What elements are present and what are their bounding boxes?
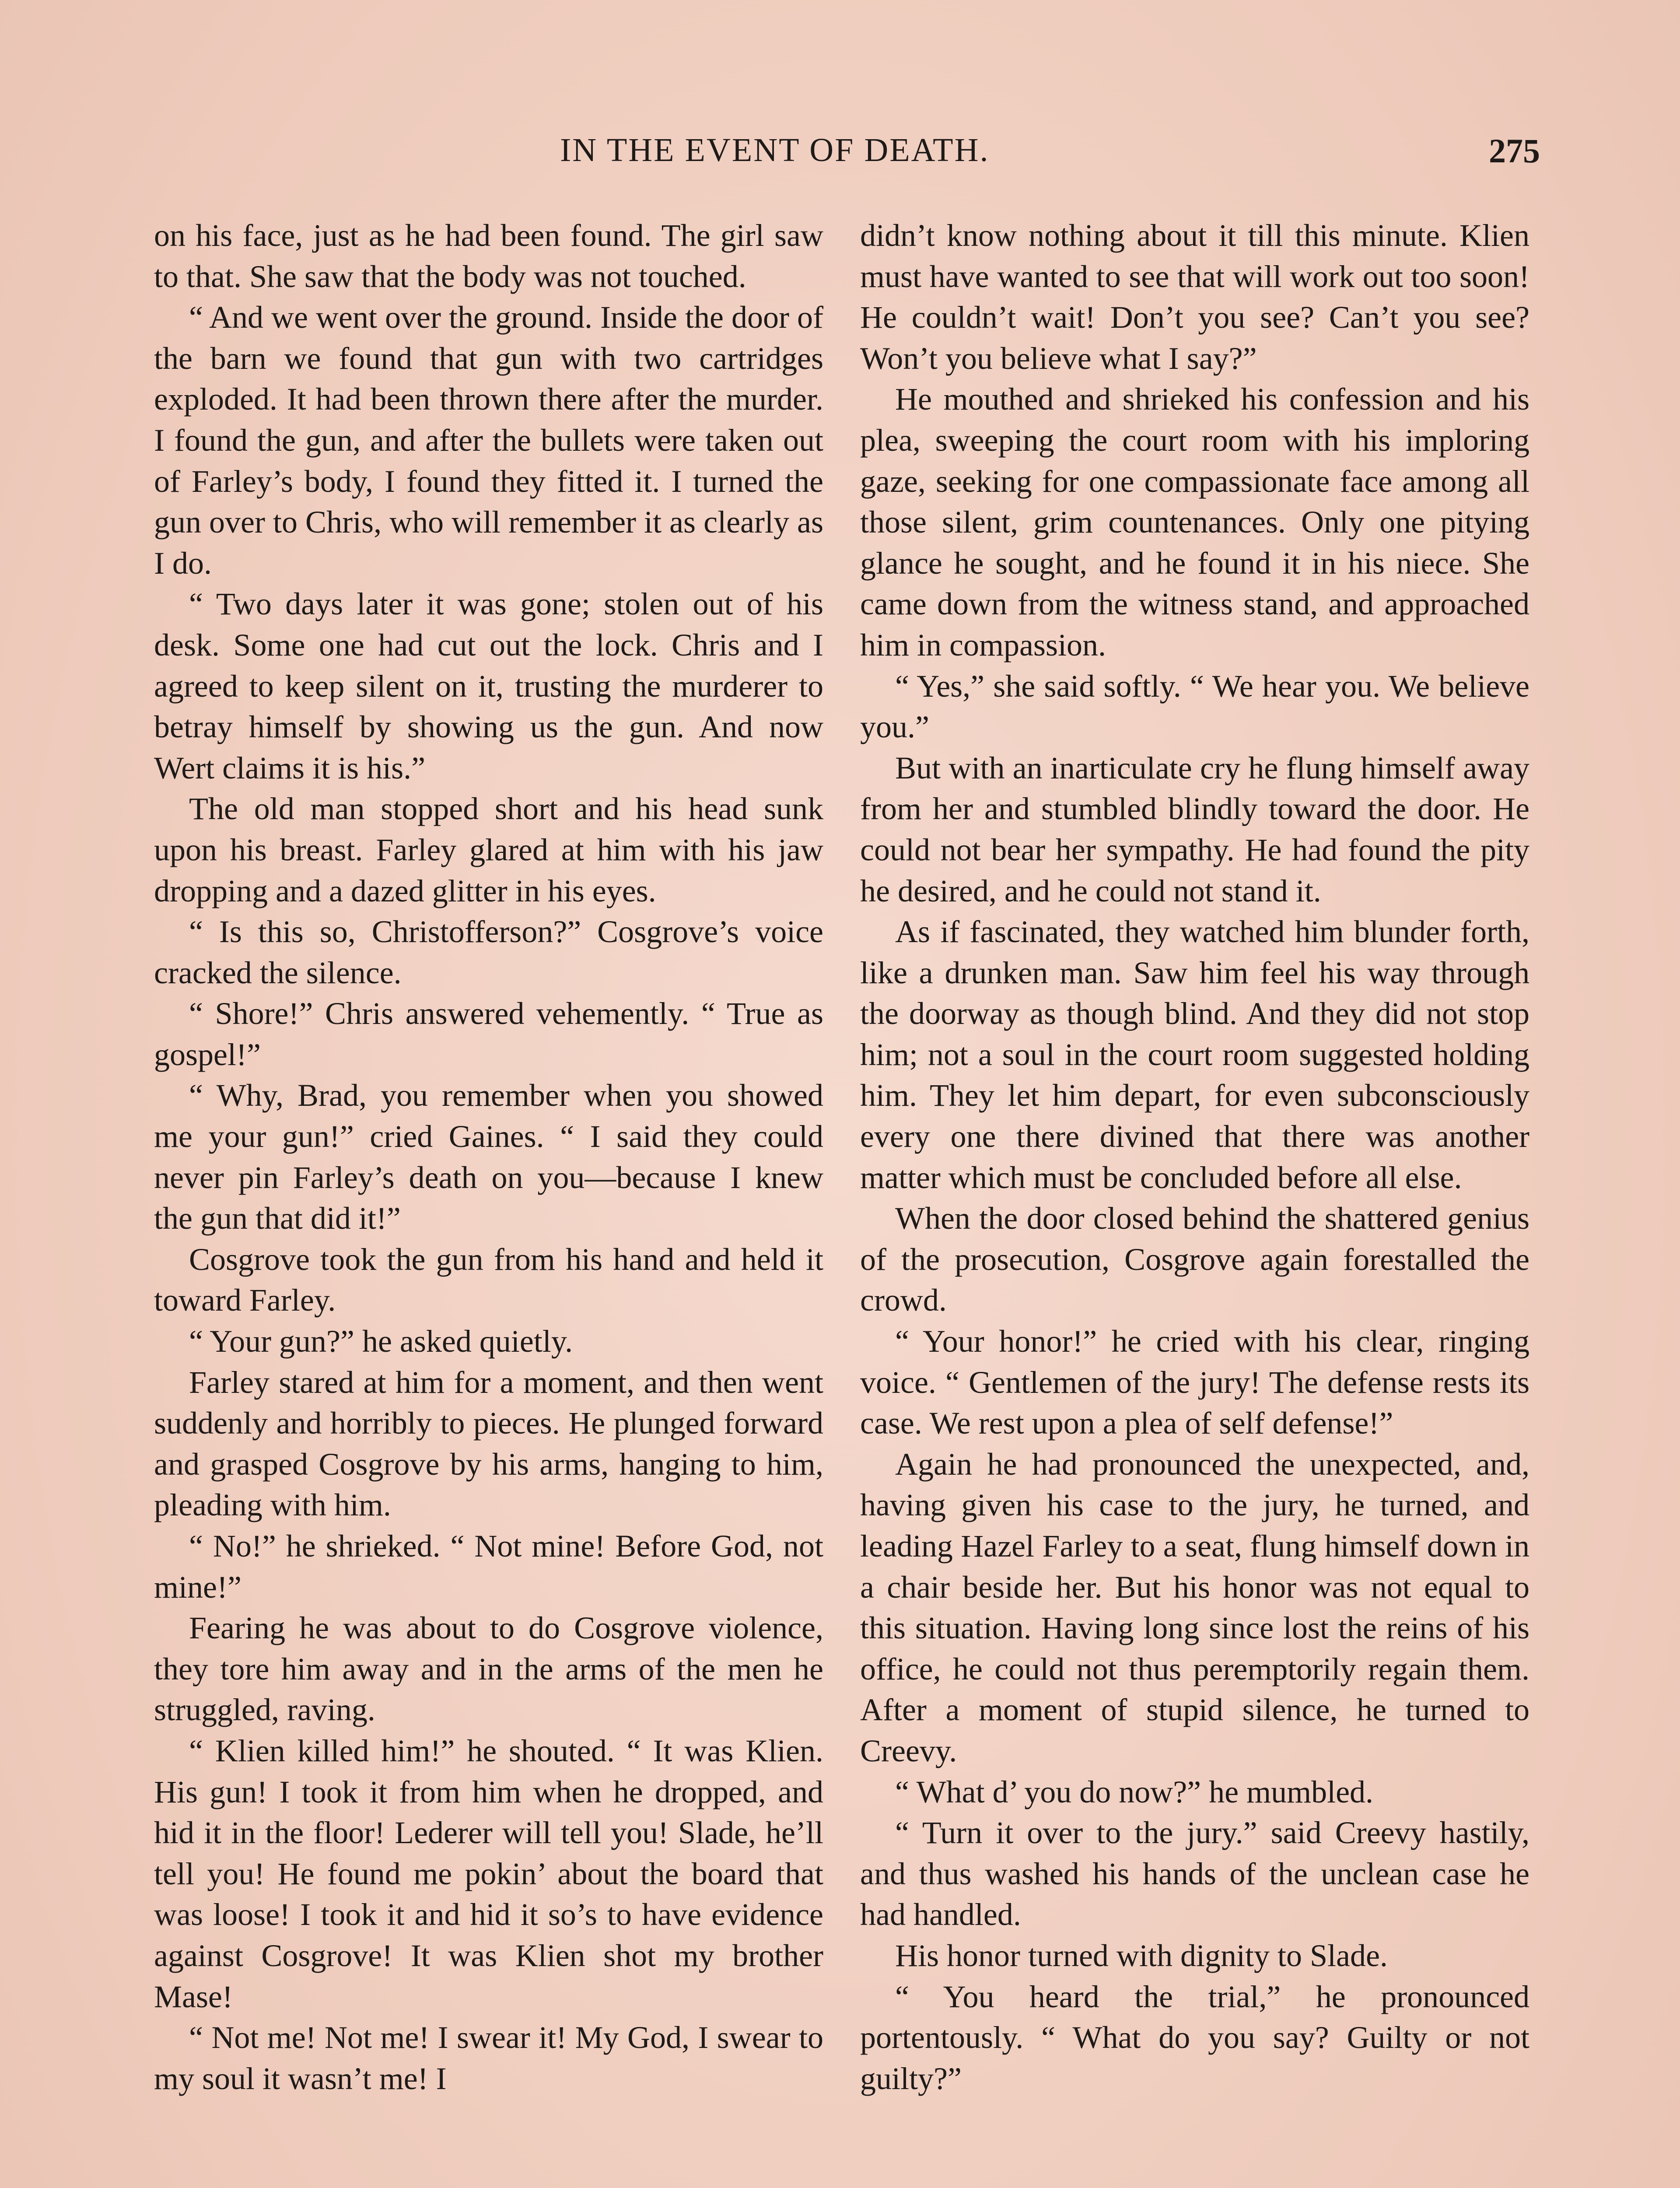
paragraph: As if fascinated, they watched him blunder forth, like a drunken man. Saw him feel his way through the doorway as though blind. And they did not stop him; not a soul in the court room suggested holding him. They let him depart, for even subconsciously every one there divined that there was another matter which must be concluded before all else. bbox=[860, 914, 1530, 1195]
paragraph: “ Your gun?” he asked quietly. bbox=[189, 1324, 573, 1359]
paragraph: The old man stopped short and his head sunk upon his breast. Farley glared at him with his jaw dropping and a dazed glitter in his eyes. bbox=[154, 791, 823, 908]
paragraph: But with an inarticulate cry he flung himself away from her and stumbled blindly toward the door. He could not bear her sympathy. He had found the pity he desired, and he could not stand it. bbox=[860, 750, 1530, 908]
paragraph: “ Why, Brad, you remember when you showed me your gun!” cried Gaines. “ I said they could never pin Farley’s death on you—because I knew the gun that did it!” bbox=[154, 1078, 823, 1236]
left-column bbox=[154, 215, 823, 2099]
paragraph: He mouthed and shrieked his confession and his plea, sweeping the court room with his imploring gaze, seeking for one compassionate face among all those silent, grim countenances. Only one pitying glance he sought, and he found it in his niece. She came down from the witness stand, and approached him in compassion. bbox=[860, 382, 1530, 663]
paragraph: His honor turned with dignity to Slade. bbox=[895, 1938, 1388, 1973]
paragraph: Cosgrove took the gun from his hand and held it toward Farley. bbox=[154, 1241, 823, 1318]
paragraph: “ Yes,” she said softly. “ We hear you. We believe you.” bbox=[860, 668, 1530, 745]
paragraph: “ Shore!” Chris answered vehemently. “ True as gospel!” bbox=[154, 996, 823, 1072]
paragraph: Farley stared at him for a moment, and then went suddenly and horribly to pieces. He plunged forward and grasped Cosgrove by his arms, hanging to him, pleading with him. bbox=[154, 1364, 823, 1523]
paragraph: When the door closed behind the shattered genius of the prosecution, Cosgrove again forestalled the crowd. bbox=[860, 1201, 1530, 1318]
paragraph: “ Is this so, Christofferson?” Cosgrove’s voice cracked the silence. bbox=[154, 914, 823, 990]
paragraph: didn’t know nothing about it till this minute. Klien must have wanted to see that will work out too soon! He couldn’t wait! Don’t you see? Can’t you see? Won’t you believe what I say?” bbox=[860, 218, 1530, 376]
running-head: IN THE EVENT OF DEATH. bbox=[560, 132, 990, 168]
paragraph: “ Turn it over to the jury.” said Creevy hastily, and thus washed his hands of the unclean case he had handled. bbox=[860, 1815, 1530, 1932]
paragraph: “ Klien killed him!” he shouted. “ It was Klien. His gun! I took it from him when he dropped, and hid it in the floor! Lederer will tell you! Slade, he’ll tell you! He found me pokin’ about the board that was loose! I took it and hid it so’s to have evidence against Cosgrove! It was Klien shot my brother Mase! bbox=[154, 1733, 823, 2014]
paragraph: “ And we went over the ground. Inside the door of the barn we found that gun with two cartridges exploded. It had been thrown there after the murder. I found the gun, and after the bullets were taken out of Farley’s body, I found they fitted it. I turned the gun over to Chris, who will remember it as clearly as I do. bbox=[154, 300, 823, 581]
right-column bbox=[860, 215, 1530, 2099]
paragraph: “ No!” he shrieked. “ Not mine! Before God, not mine!” bbox=[154, 1529, 823, 1605]
paragraph: Fearing he was about to do Cosgrove violence, they tore him away and in the arms of the men he struggled, raving. bbox=[154, 1610, 823, 1728]
paragraph: on his face, just as he had been found. The girl saw to that. She saw that the body was not touched. bbox=[154, 218, 823, 294]
paragraph: “ Two days later it was gone; stolen out of his desk. Some one had cut out the lock. Chris and I agreed to keep silent on it, trusting the murderer to betray himself by showing us the gun. And now Wert claims it is his.” bbox=[154, 586, 823, 785]
paragraph: “ You heard the trial,” he pronounced portentously. “ What do you say? Guilty or not guilty?” bbox=[860, 1979, 1530, 2096]
page-number: 275 bbox=[1489, 132, 1540, 170]
paragraph: “ What d’ you do now?” he mumbled. bbox=[895, 1774, 1374, 1809]
page-header bbox=[149, 131, 1540, 179]
paragraph: “ Your honor!” he cried with his clear, ringing voice. “ Gentlemen of the jury! The defense rests its case. We rest upon a plea of self defense!” bbox=[860, 1324, 1530, 1441]
paragraph: Again he had pronounced the unexpected, and, having given his case to the jury, he turned, and leading Hazel Farley to a seat, flung himself down in a chair beside her. But his honor was not equal to this situation. Having long since lost the reins of his office, he could not thus peremptorily regain them. After a moment of stupid silence, he turned to Creevy. bbox=[860, 1446, 1530, 1768]
paragraph: “ Not me! Not me! I swear it! My God, I swear to my soul it wasn’t me! I bbox=[154, 2020, 823, 2096]
